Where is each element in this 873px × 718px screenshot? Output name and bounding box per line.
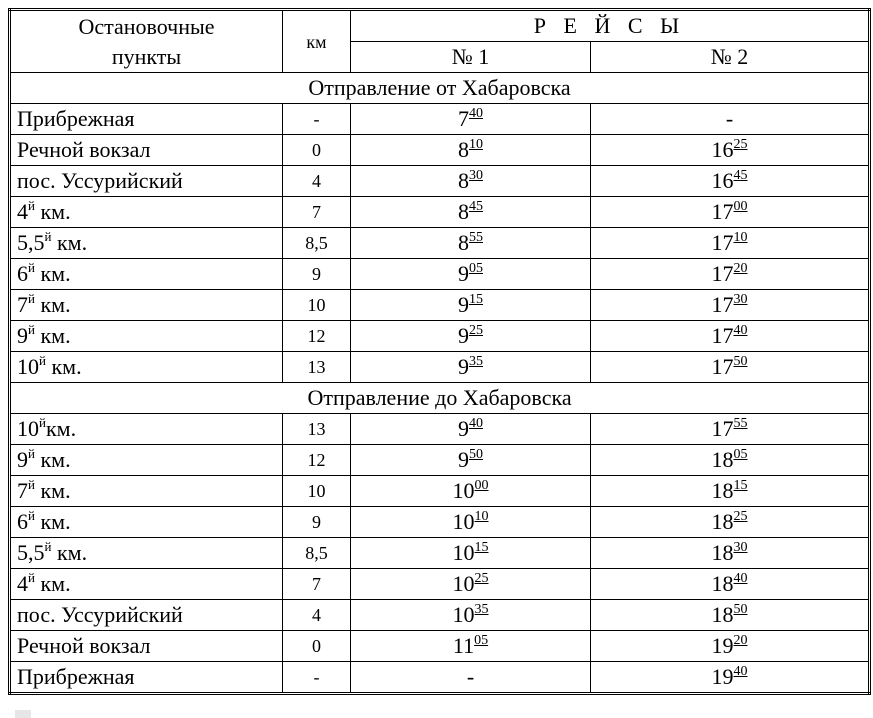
time-minutes: 30 bbox=[733, 540, 748, 555]
stop-unit: км. bbox=[34, 292, 71, 317]
stop-unit: км. bbox=[34, 509, 71, 534]
table-row bbox=[10, 569, 870, 600]
stop-name-cell bbox=[10, 197, 283, 228]
time-hours: 10 bbox=[452, 571, 475, 596]
km-cell: 12 bbox=[283, 445, 351, 476]
km-cell: 10 bbox=[283, 476, 351, 507]
stop-name-cell bbox=[10, 569, 283, 600]
ordinal-suffix: й bbox=[28, 291, 35, 306]
trip1-time-cell bbox=[351, 507, 591, 538]
time-hours: 19 bbox=[711, 664, 734, 689]
stop-name: Речной вокзал bbox=[17, 633, 151, 658]
stop-unit: км. bbox=[34, 478, 71, 503]
trip2-time-cell bbox=[591, 445, 870, 476]
time-hours: 16 bbox=[711, 137, 734, 162]
time-hours: 18 bbox=[711, 602, 734, 627]
time-hours: 17 bbox=[711, 230, 734, 255]
time-minutes: 40 bbox=[733, 664, 748, 679]
time-minutes: 15 bbox=[733, 478, 748, 493]
time-hours: 10 bbox=[452, 602, 475, 627]
time-minutes: 40 bbox=[733, 571, 748, 586]
trip1-time-cell bbox=[351, 352, 591, 383]
km-cell: 8,5 bbox=[283, 228, 351, 259]
table-row bbox=[10, 321, 870, 352]
trip2-time-cell bbox=[591, 259, 870, 290]
stop-name-cell bbox=[10, 166, 283, 197]
stop-unit: км. bbox=[34, 323, 71, 348]
time-minutes: 30 bbox=[733, 292, 748, 307]
table-row bbox=[10, 631, 870, 662]
time-minutes: 50 bbox=[733, 354, 748, 369]
stop-name: 5,5 bbox=[17, 230, 45, 255]
trip2-time-cell bbox=[591, 476, 870, 507]
trip2-time-cell bbox=[591, 538, 870, 569]
time-hours: 9 bbox=[458, 292, 469, 317]
time-hours: 10 bbox=[452, 540, 475, 565]
stop-name: 5,5 bbox=[17, 540, 45, 565]
table-row bbox=[10, 135, 870, 166]
km-cell: 13 bbox=[283, 352, 351, 383]
trip1-time-cell bbox=[351, 476, 591, 507]
section-title: Отправление до Хабаровска bbox=[10, 383, 870, 414]
time-minutes: 50 bbox=[733, 602, 748, 617]
stop-name-cell bbox=[10, 104, 283, 135]
time-minutes: 20 bbox=[733, 633, 748, 648]
stop-name-cell bbox=[10, 631, 283, 662]
km-cell: 7 bbox=[283, 569, 351, 600]
ordinal-suffix: й bbox=[28, 260, 35, 275]
table-row bbox=[10, 290, 870, 321]
time-minutes: 35 bbox=[474, 602, 489, 617]
header-stops bbox=[10, 10, 283, 73]
km-cell: 0 bbox=[283, 135, 351, 166]
stop-name-cell bbox=[10, 135, 283, 166]
stop-unit: км. bbox=[45, 416, 77, 441]
km-cell: 4 bbox=[283, 166, 351, 197]
time-minutes: 45 bbox=[733, 168, 748, 183]
trip1-time-cell bbox=[351, 445, 591, 476]
trip2-time-cell bbox=[591, 290, 870, 321]
ordinal-suffix: й bbox=[44, 539, 52, 554]
time-minutes: 00 bbox=[474, 478, 489, 493]
stop-name-cell bbox=[10, 476, 283, 507]
stop-name: 6 bbox=[17, 509, 28, 534]
time-hours: 17 bbox=[711, 292, 734, 317]
time-hours: 17 bbox=[711, 199, 734, 224]
table-row bbox=[10, 104, 870, 135]
stop-unit: км. bbox=[51, 540, 88, 565]
header-stops-line1: Остановочные bbox=[78, 13, 215, 39]
time-minutes: 40 bbox=[469, 106, 483, 121]
time-hours: 18 bbox=[711, 540, 734, 565]
table-row bbox=[10, 476, 870, 507]
time-minutes: 05 bbox=[469, 261, 483, 276]
trip1-time-cell bbox=[351, 414, 591, 445]
time-minutes: 10 bbox=[469, 137, 483, 152]
time-minutes: 45 bbox=[469, 199, 483, 214]
stop-unit: км. bbox=[51, 230, 88, 255]
time-hours: 16 bbox=[711, 168, 734, 193]
ordinal-suffix: й bbox=[44, 229, 52, 244]
stop-name: 10 bbox=[17, 416, 39, 441]
time-hours: 18 bbox=[711, 478, 734, 503]
time-minutes: 40 bbox=[469, 416, 483, 431]
time-minutes: 05 bbox=[474, 633, 489, 648]
time-hours: 8 bbox=[458, 168, 469, 193]
header-trips: Р Е Й С Ы bbox=[351, 10, 870, 42]
km-cell: 0 bbox=[283, 631, 351, 662]
km-cell: 8,5 bbox=[283, 538, 351, 569]
stop-name-cell bbox=[10, 228, 283, 259]
table-row bbox=[10, 166, 870, 197]
time-hours: 9 bbox=[458, 261, 469, 286]
time-minutes: 25 bbox=[469, 323, 483, 338]
stop-name: 6 bbox=[17, 261, 28, 286]
time-hours: 10 bbox=[452, 478, 475, 503]
time-minutes: 35 bbox=[469, 354, 483, 369]
stop-unit: км. bbox=[34, 261, 71, 286]
time-hours: 9 bbox=[458, 354, 469, 379]
stop-name-cell bbox=[10, 414, 283, 445]
stop-name: 4 bbox=[17, 571, 28, 596]
trip2-time-cell bbox=[591, 414, 870, 445]
stop-name-cell bbox=[10, 352, 283, 383]
km-cell: 7 bbox=[283, 197, 351, 228]
trip1-time-cell bbox=[351, 104, 591, 135]
time-minutes: 25 bbox=[474, 571, 489, 586]
time-minutes: 25 bbox=[733, 509, 748, 524]
ordinal-suffix: й bbox=[28, 446, 35, 461]
stop-name-cell bbox=[10, 445, 283, 476]
table-row bbox=[10, 414, 870, 445]
trip2-time-cell bbox=[591, 197, 870, 228]
time-minutes: 55 bbox=[733, 416, 748, 431]
trip1-time-cell bbox=[351, 600, 591, 631]
trip2-time-cell bbox=[591, 569, 870, 600]
trip1-time-cell bbox=[351, 197, 591, 228]
time-minutes: 05 bbox=[733, 447, 748, 462]
stop-name: пос. Уссурийский bbox=[17, 602, 183, 627]
stop-name: 9 bbox=[17, 447, 28, 472]
trip2-time-cell bbox=[591, 321, 870, 352]
scan-artifact bbox=[15, 710, 31, 718]
section-row bbox=[10, 73, 870, 104]
stop-unit: км. bbox=[34, 199, 71, 224]
stop-name-cell bbox=[10, 600, 283, 631]
time-hours: 17 bbox=[711, 354, 734, 379]
ordinal-suffix: й bbox=[28, 322, 35, 337]
time-hours: - bbox=[725, 106, 734, 131]
ordinal-suffix: й bbox=[28, 477, 35, 492]
header-trip2: № 2 bbox=[591, 42, 870, 73]
time-minutes: 30 bbox=[469, 168, 483, 183]
trip1-time-cell bbox=[351, 662, 591, 694]
trip2-time-cell bbox=[591, 135, 870, 166]
ordinal-suffix: й bbox=[28, 508, 35, 523]
table-row bbox=[10, 259, 870, 290]
trip1-time-cell bbox=[351, 538, 591, 569]
stop-name: 10 bbox=[17, 354, 39, 379]
km-cell: - bbox=[283, 104, 351, 135]
header-km: км bbox=[283, 10, 351, 73]
time-hours: 9 bbox=[458, 447, 469, 472]
time-hours: 18 bbox=[711, 509, 734, 534]
trip1-time-cell bbox=[351, 569, 591, 600]
stop-name: Прибрежная bbox=[17, 664, 135, 689]
time-hours: 8 bbox=[458, 137, 469, 162]
table-row bbox=[10, 662, 870, 694]
time-minutes: 15 bbox=[469, 292, 483, 307]
stop-name-cell bbox=[10, 538, 283, 569]
header-stops-line2: пункты bbox=[111, 43, 182, 69]
stop-unit: км. bbox=[34, 447, 71, 472]
table-row bbox=[10, 228, 870, 259]
time-minutes: 25 bbox=[733, 137, 748, 152]
stop-name: Речной вокзал bbox=[17, 137, 151, 162]
stop-name-cell bbox=[10, 321, 283, 352]
km-cell: 13 bbox=[283, 414, 351, 445]
time-minutes: 10 bbox=[474, 509, 489, 524]
time-hours: 11 bbox=[452, 633, 475, 658]
table-row bbox=[10, 538, 870, 569]
time-hours: 9 bbox=[458, 416, 469, 441]
km-cell: 4 bbox=[283, 600, 351, 631]
time-hours: 17 bbox=[711, 261, 734, 286]
stop-name: 9 bbox=[17, 323, 28, 348]
schedule-body bbox=[10, 73, 870, 694]
time-minutes: 20 bbox=[733, 261, 748, 276]
trip2-time-cell bbox=[591, 662, 870, 694]
km-cell: - bbox=[283, 662, 351, 694]
bus-schedule-table bbox=[8, 8, 871, 695]
trip2-time-cell bbox=[591, 104, 870, 135]
table-row bbox=[10, 600, 870, 631]
trip1-time-cell bbox=[351, 228, 591, 259]
time-hours: 18 bbox=[711, 571, 734, 596]
table-row bbox=[10, 445, 870, 476]
trip1-time-cell bbox=[351, 290, 591, 321]
time-hours: 17 bbox=[711, 323, 734, 348]
time-hours: 7 bbox=[458, 106, 469, 131]
trip2-time-cell bbox=[591, 228, 870, 259]
trip1-time-cell bbox=[351, 321, 591, 352]
table-row bbox=[10, 197, 870, 228]
trip2-time-cell bbox=[591, 166, 870, 197]
km-cell: 10 bbox=[283, 290, 351, 321]
time-hours: 18 bbox=[711, 447, 734, 472]
trip1-time-cell bbox=[351, 631, 591, 662]
time-minutes: 10 bbox=[733, 230, 748, 245]
stop-unit: км. bbox=[34, 571, 71, 596]
stop-name: Прибрежная bbox=[17, 106, 135, 131]
stop-unit: км. bbox=[45, 354, 82, 379]
header-row-1 bbox=[10, 10, 870, 42]
stop-name-cell bbox=[10, 259, 283, 290]
table-row bbox=[10, 507, 870, 538]
header-trip1: № 1 bbox=[351, 42, 591, 73]
stop-name: 7 bbox=[17, 478, 28, 503]
ordinal-suffix: й bbox=[28, 198, 35, 213]
trip2-time-cell bbox=[591, 631, 870, 662]
trip1-time-cell bbox=[351, 135, 591, 166]
trip1-time-cell bbox=[351, 166, 591, 197]
stop-name: пос. Уссурийский bbox=[17, 168, 183, 193]
time-minutes: 50 bbox=[469, 447, 483, 462]
trip1-time-cell bbox=[351, 259, 591, 290]
time-hours: 9 bbox=[458, 323, 469, 348]
stop-name: 4 bbox=[17, 199, 28, 224]
trip2-time-cell bbox=[591, 507, 870, 538]
time-minutes: 40 bbox=[733, 323, 748, 338]
time-minutes: 55 bbox=[469, 230, 483, 245]
trip2-time-cell bbox=[591, 600, 870, 631]
stop-name: 7 bbox=[17, 292, 28, 317]
ordinal-suffix: й bbox=[39, 353, 46, 368]
time-hours: 17 bbox=[711, 416, 734, 441]
time-hours: 10 bbox=[452, 509, 475, 534]
stop-name-cell bbox=[10, 290, 283, 321]
stop-name-cell bbox=[10, 507, 283, 538]
time-minutes: 00 bbox=[733, 199, 748, 214]
ordinal-suffix: й bbox=[28, 570, 35, 585]
time-hours: - bbox=[466, 664, 475, 689]
time-minutes: 15 bbox=[474, 540, 489, 555]
table-row bbox=[10, 352, 870, 383]
km-cell: 9 bbox=[283, 507, 351, 538]
stop-name-cell bbox=[10, 662, 283, 694]
section-row bbox=[10, 383, 870, 414]
time-hours: 8 bbox=[458, 199, 469, 224]
ordinal-suffix: й bbox=[39, 415, 46, 430]
km-cell: 9 bbox=[283, 259, 351, 290]
section-title: Отправление от Хабаровска bbox=[10, 73, 870, 104]
time-hours: 8 bbox=[458, 230, 469, 255]
trip2-time-cell bbox=[591, 352, 870, 383]
time-hours: 19 bbox=[711, 633, 734, 658]
km-cell: 12 bbox=[283, 321, 351, 352]
